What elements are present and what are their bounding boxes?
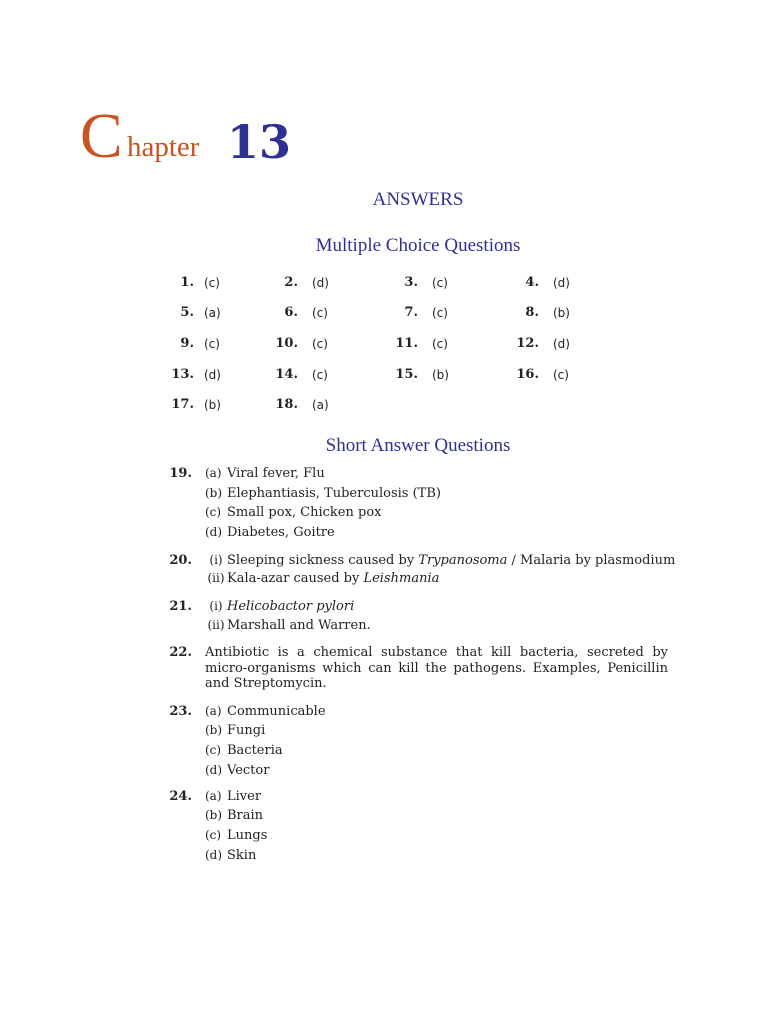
mcq-number: 16. (516, 367, 539, 382)
item-label: (ii) (207, 618, 225, 632)
answer-item (205, 789, 261, 804)
mcq-answer: (b) (432, 368, 449, 382)
organism-name: Leishmania (363, 571, 440, 586)
item-text: Brain (227, 808, 264, 823)
mcq-section-title: Multiple Choice Questions (315, 235, 521, 256)
mcq-number: 13. (171, 367, 194, 382)
item-text: Diabetes, Goitre (227, 525, 335, 540)
item-label: (a) (205, 789, 222, 803)
mcq-number: 4. (525, 275, 539, 290)
answer-item (205, 618, 371, 633)
item-label: (b) (205, 808, 223, 822)
mcq-number: 2. (284, 275, 298, 290)
item-label: (i) (209, 553, 223, 567)
mcq-answer: (d) (204, 368, 221, 382)
mcq-number: 3. (404, 275, 418, 290)
item-label: (i) (209, 599, 223, 613)
organism-name: Helicobactor pylori (227, 599, 355, 614)
answer-item (205, 723, 265, 738)
mcq-answer: (d) (553, 276, 570, 290)
item-label: (c) (205, 505, 222, 519)
answer-item (205, 525, 335, 540)
mcq-number: 12. (516, 336, 539, 351)
item-label: (d) (205, 763, 223, 777)
item-text: Lungs (227, 828, 268, 843)
item-text: Bacteria (227, 743, 283, 758)
item-text: Liver (227, 789, 262, 804)
mcq-answer: (c) (312, 368, 328, 382)
answers-title: ANSWERS (372, 189, 464, 210)
mcq-answer: (c) (432, 276, 448, 290)
item-text: Communicable (227, 704, 326, 719)
mcq-answer: (c) (432, 337, 448, 351)
mcq-number: 9. (180, 336, 194, 351)
organism-name: Trypanosoma (418, 553, 508, 568)
answer-item (205, 486, 441, 501)
item-text: Viral fever, Flu (227, 466, 325, 481)
mcq-number: 5. (180, 305, 194, 320)
item-label: (b) (205, 723, 223, 737)
answer-item (205, 763, 269, 778)
mcq-number: 6. (284, 305, 298, 320)
mcq-number: 10. (275, 336, 298, 351)
mcq-answer: (c) (312, 306, 328, 320)
item-label: (d) (205, 848, 223, 862)
mcq-number: 1. (180, 275, 194, 290)
item-label: (c) (205, 828, 222, 842)
answer-item (205, 505, 382, 520)
chapter-number: 13 (227, 115, 292, 169)
chapter-initial: C (80, 100, 123, 171)
question-number: 24. (169, 789, 192, 804)
answer-item (205, 743, 283, 758)
item-label: (c) (205, 743, 222, 757)
answer-item (205, 704, 326, 719)
item-text: Sleeping sickness caused by (227, 553, 419, 568)
question-number: 20. (169, 553, 192, 568)
item-text: Skin (227, 848, 257, 863)
question-number: 21. (169, 599, 192, 614)
mcq-answer: (a) (312, 398, 329, 412)
item-text: Small pox, Chicken pox (227, 505, 382, 520)
mcq-answer: (c) (553, 368, 569, 382)
item-label: (d) (205, 525, 223, 539)
answer-paragraph: Antibiotic is a chemical substance that kill bacteria, secreted by micro-organisms which can kill the pathogens. Examples, Penicillin and Streptomycin. (205, 645, 668, 691)
mcq-number: 8. (525, 305, 539, 320)
item-text: Elephantiasis, Tuberculosis (TB) (227, 486, 441, 501)
answer-item (205, 828, 267, 843)
item-text: / Malaria by plasmodium (507, 553, 676, 568)
item-label: (ii) (207, 571, 225, 585)
question-number: 19. (169, 466, 192, 481)
mcq-answer: (b) (204, 398, 221, 412)
item-text: Fungi (227, 723, 266, 738)
mcq-answer: (c) (432, 306, 448, 320)
answer-item (205, 808, 263, 823)
item-text: Marshall and Warren. (227, 618, 371, 633)
item-label: (a) (205, 704, 222, 718)
mcq-number: 15. (395, 367, 418, 382)
answer-item (205, 553, 675, 568)
mcq-number: 14. (275, 367, 298, 382)
answer-item (205, 466, 325, 481)
mcq-answer: (c) (204, 276, 220, 290)
item-text: Vector (227, 763, 270, 778)
mcq-number: 11. (395, 336, 418, 351)
mcq-number: 18. (275, 397, 298, 412)
mcq-answer: (d) (312, 276, 329, 290)
mcq-answer: (c) (204, 337, 220, 351)
question-number: 22. (169, 645, 192, 660)
answer-item (205, 848, 256, 863)
item-label: (a) (205, 466, 222, 480)
saq-section-title: Short Answer Questions (325, 435, 511, 456)
mcq-answer: (b) (553, 306, 570, 320)
chapter-word: hapter (127, 131, 200, 163)
item-text: Kala-azar caused by (227, 571, 364, 586)
mcq-answer: (a) (204, 306, 221, 320)
mcq-answer: (c) (312, 337, 328, 351)
mcq-number: 7. (404, 305, 418, 320)
answer-item (205, 571, 439, 586)
mcq-number: 17. (171, 397, 194, 412)
mcq-answer: (d) (553, 337, 570, 351)
question-number: 23. (169, 704, 192, 719)
item-label: (b) (205, 486, 223, 500)
answer-item (205, 599, 354, 614)
